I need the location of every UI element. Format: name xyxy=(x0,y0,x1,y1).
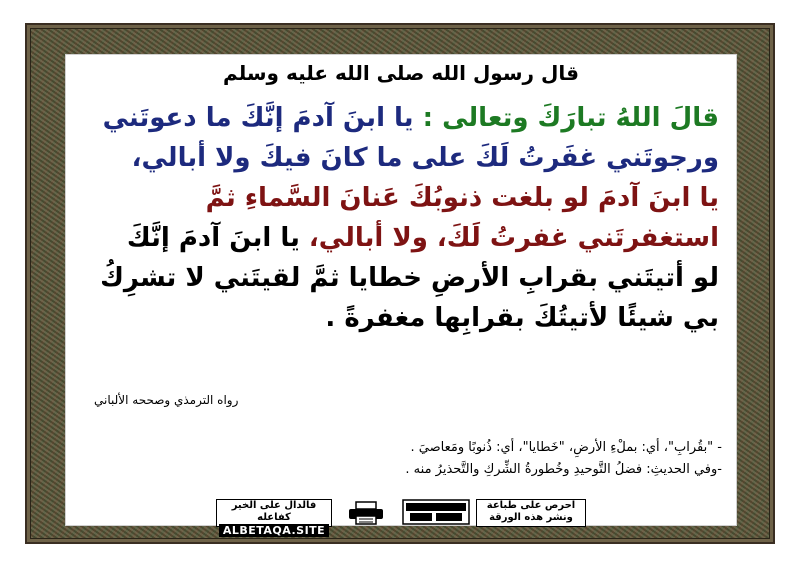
share-box xyxy=(216,499,332,537)
hadith-intro: قالَ اللهُ تبارَكَ وتعالى : xyxy=(422,103,719,133)
hadith-line-2: ورجوتَني غفَرتُ لَكَ على ما كانَ فيكَ ولا أبالي، xyxy=(131,143,719,173)
hadith-line-1 xyxy=(83,98,719,138)
hadith-line-5: لو أتيتَني بقرابِ الأرضِ خطايا ثمَّ لقيتَني لا تشرِكُ xyxy=(100,263,719,293)
hadith-line-3: يا ابنَ آدمَ لو بلغت ذنوبُكَ عَنانَ السَّماءِ ثمَّ xyxy=(205,183,719,213)
site-link[interactable]: ALBETAQA.SITE xyxy=(219,524,329,537)
hadith-text xyxy=(83,98,719,338)
page-title: قال رسول الله صلى الله عليه وسلم xyxy=(223,61,579,85)
note-item: -وفي الحديثِ: فضلُ التَّوحيدِ وخُطورةُ الشِّركِ والتَّحذيرُ منه . xyxy=(405,462,722,477)
footer xyxy=(216,499,586,537)
hadith-source: رواه الترمذي وصححه الألباني xyxy=(94,393,239,407)
note-item: - "بقُرابِ"، أي: بملْءِ الأرضِ، "خَطايا"، أي: ذُنوبًا ومَعاصيَ . xyxy=(410,440,722,455)
brand-logo xyxy=(402,499,470,525)
print-box xyxy=(476,499,586,527)
hadith-card xyxy=(65,54,737,537)
hadith-line-4-black: يا ابنَ آدمَ إنَّكَ xyxy=(126,223,300,253)
hadith-line-6: بي شيئًا لأتيتُكَ بقرابِها مغفرةً . xyxy=(325,303,719,333)
hadith-line-4-red: استغفرتَني غفرتُ لَكَ، ولا أبالي، xyxy=(308,223,719,253)
printer-icon xyxy=(346,501,386,525)
share-text: فالدال على الخير كفاعله xyxy=(231,500,317,523)
print-line-1: احرص على طباعة xyxy=(486,500,576,511)
notes xyxy=(405,437,722,481)
hadith-line-1-text: يا ابنَ آدمَ إنَّكَ ما دعوتَني xyxy=(102,103,414,133)
hadith-line-4 xyxy=(83,218,719,258)
print-line-2: ونشر هذه الورقة xyxy=(489,512,573,523)
